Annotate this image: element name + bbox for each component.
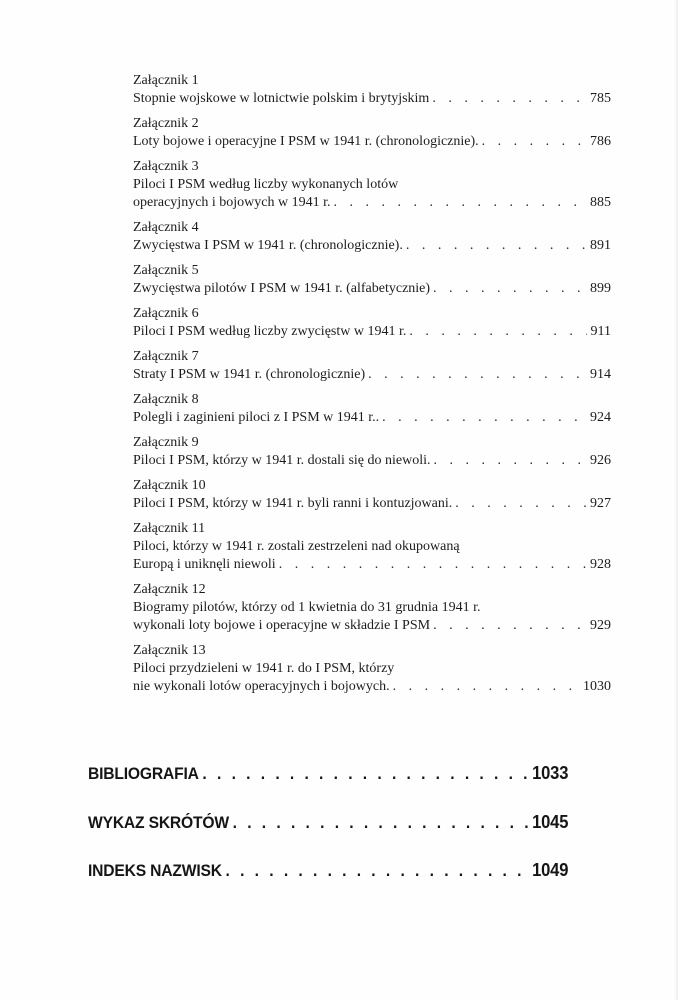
toc-entry-appendix-8[interactable] <box>133 391 611 427</box>
page-number: 927 <box>590 496 611 511</box>
toc-section-bibliografia[interactable] <box>88 763 568 784</box>
toc-section-wykaz-skrotow[interactable] <box>88 812 568 833</box>
page-number: 926 <box>590 453 611 468</box>
page-number: 924 <box>590 410 611 425</box>
appendix-heading: Załącznik 10 <box>133 478 206 493</box>
page-number: 899 <box>590 281 611 296</box>
dot-leader <box>276 556 586 574</box>
appendix-heading: Załącznik 5 <box>133 263 199 278</box>
page-number: 929 <box>590 618 611 633</box>
dot-leader <box>229 813 528 833</box>
toc-section-indeks-nazwisk[interactable] <box>88 860 568 881</box>
toc-entry-appendix-3[interactable] <box>133 158 611 212</box>
section-title: BIBLIOGRAFIA <box>88 764 199 783</box>
appendix-title-line: Biogramy pilotów, którzy od 1 kwietnia do 31 grudnia 1941 r. <box>133 600 481 615</box>
dot-leader <box>452 495 586 513</box>
appendix-title: Zwycięstwa I PSM w 1941 r. (chronologicznie). <box>133 238 403 253</box>
page-number: 785 <box>590 91 611 106</box>
appendix-heading: Załącznik 11 <box>133 521 206 536</box>
dot-leader <box>199 764 529 784</box>
appendix-title: Loty bojowe i operacyjne I PSM w 1941 r. (chronologicznie). <box>133 134 479 149</box>
dot-leader <box>430 280 586 298</box>
appendix-title-line: Piloci przydzieleni w 1941 r. do I PSM, którzy <box>133 661 395 676</box>
appendix-title: nie wykonali lotów operacyjnych i bojowych. <box>133 679 390 694</box>
appendix-heading: Załącznik 13 <box>133 643 206 658</box>
appendix-title: Piloci I PSM, którzy w 1941 r. byli ranni i kontuzjowani. <box>133 496 453 511</box>
appendix-heading: Załącznik 12 <box>133 582 206 597</box>
appendix-title: Piloci I PSM według liczby zwycięstw w 1941 r. <box>133 324 407 339</box>
appendix-title: operacyjnych i bojowych w 1941 r. <box>133 195 331 210</box>
page-number: 911 <box>590 324 611 339</box>
toc-entry-appendix-1[interactable] <box>133 72 611 108</box>
toc-entry-appendix-5[interactable] <box>133 262 611 298</box>
page-number: 885 <box>590 195 611 210</box>
dot-leader <box>479 133 586 151</box>
appendix-heading: Załącznik 8 <box>133 392 199 407</box>
dot-leader <box>430 617 586 635</box>
appendix-title: Zwycięstwa pilotów I PSM w 1941 r. (alfabetycznie) <box>133 281 431 296</box>
page-number: 786 <box>590 134 611 149</box>
dot-leader <box>431 452 587 470</box>
page-number: 914 <box>590 367 611 382</box>
appendix-title: Stopnie wojskowe w lotnictwie polskim i brytyjskim <box>133 91 430 106</box>
page-number: 928 <box>590 557 611 572</box>
toc-entry-appendix-10[interactable] <box>133 477 611 513</box>
dot-leader <box>390 678 579 696</box>
toc-entry-appendix-7[interactable] <box>133 348 611 384</box>
appendix-title: Polegli i zaginieni piloci z I PSM w 1941 r.. <box>133 410 380 425</box>
toc-entry-appendix-11[interactable] <box>133 520 611 574</box>
page-number: 891 <box>590 238 611 253</box>
dot-leader <box>379 409 586 427</box>
appendix-title-line: Piloci, którzy w 1941 r. zostali zestrzeleni nad okupowaną <box>133 539 460 554</box>
toc-entry-appendix-9[interactable] <box>133 434 611 470</box>
dot-leader <box>365 366 586 384</box>
section-page-number: 1033 <box>532 763 569 783</box>
appendix-heading: Załącznik 4 <box>133 220 199 235</box>
section-title: WYKAZ SKRÓTÓW <box>88 813 229 832</box>
toc-entry-appendix-13[interactable] <box>133 642 611 696</box>
page-number: 1030 <box>583 679 611 694</box>
section-title: INDEKS NAZWISK <box>88 861 222 880</box>
dot-leader <box>403 237 586 255</box>
toc-entry-appendix-12[interactable] <box>133 581 611 635</box>
dot-leader <box>331 194 586 212</box>
toc-entry-appendix-6[interactable] <box>133 305 611 341</box>
toc-entry-appendix-2[interactable] <box>133 115 611 151</box>
appendix-title: Piloci I PSM, którzy w 1941 r. dostali się do niewoli. <box>133 453 431 468</box>
appendix-list <box>133 72 611 703</box>
section-page-number: 1045 <box>532 812 569 832</box>
appendix-title: wykonali loty bojowe i operacyjne w składzie I PSM <box>133 618 431 633</box>
toc-entry-appendix-4[interactable] <box>133 219 611 255</box>
appendix-heading: Załącznik 9 <box>133 435 199 450</box>
page-edge-shadow <box>674 0 678 1000</box>
appendix-heading: Załącznik 7 <box>133 349 199 364</box>
dot-leader <box>406 323 586 341</box>
dot-leader <box>222 861 529 881</box>
appendix-heading: Załącznik 6 <box>133 306 199 321</box>
appendix-heading: Załącznik 1 <box>133 73 199 88</box>
appendix-title: Straty I PSM w 1941 r. (chronologicznie) <box>133 367 366 382</box>
appendix-title: Europą i uniknęli niewoli <box>133 557 276 572</box>
section-page-number: 1049 <box>532 860 569 880</box>
appendix-heading: Załącznik 2 <box>133 116 199 131</box>
dot-leader <box>429 90 586 108</box>
appendix-title-line: Piloci I PSM według liczby wykonanych lotów <box>133 177 399 192</box>
appendix-heading: Załącznik 3 <box>133 159 199 174</box>
